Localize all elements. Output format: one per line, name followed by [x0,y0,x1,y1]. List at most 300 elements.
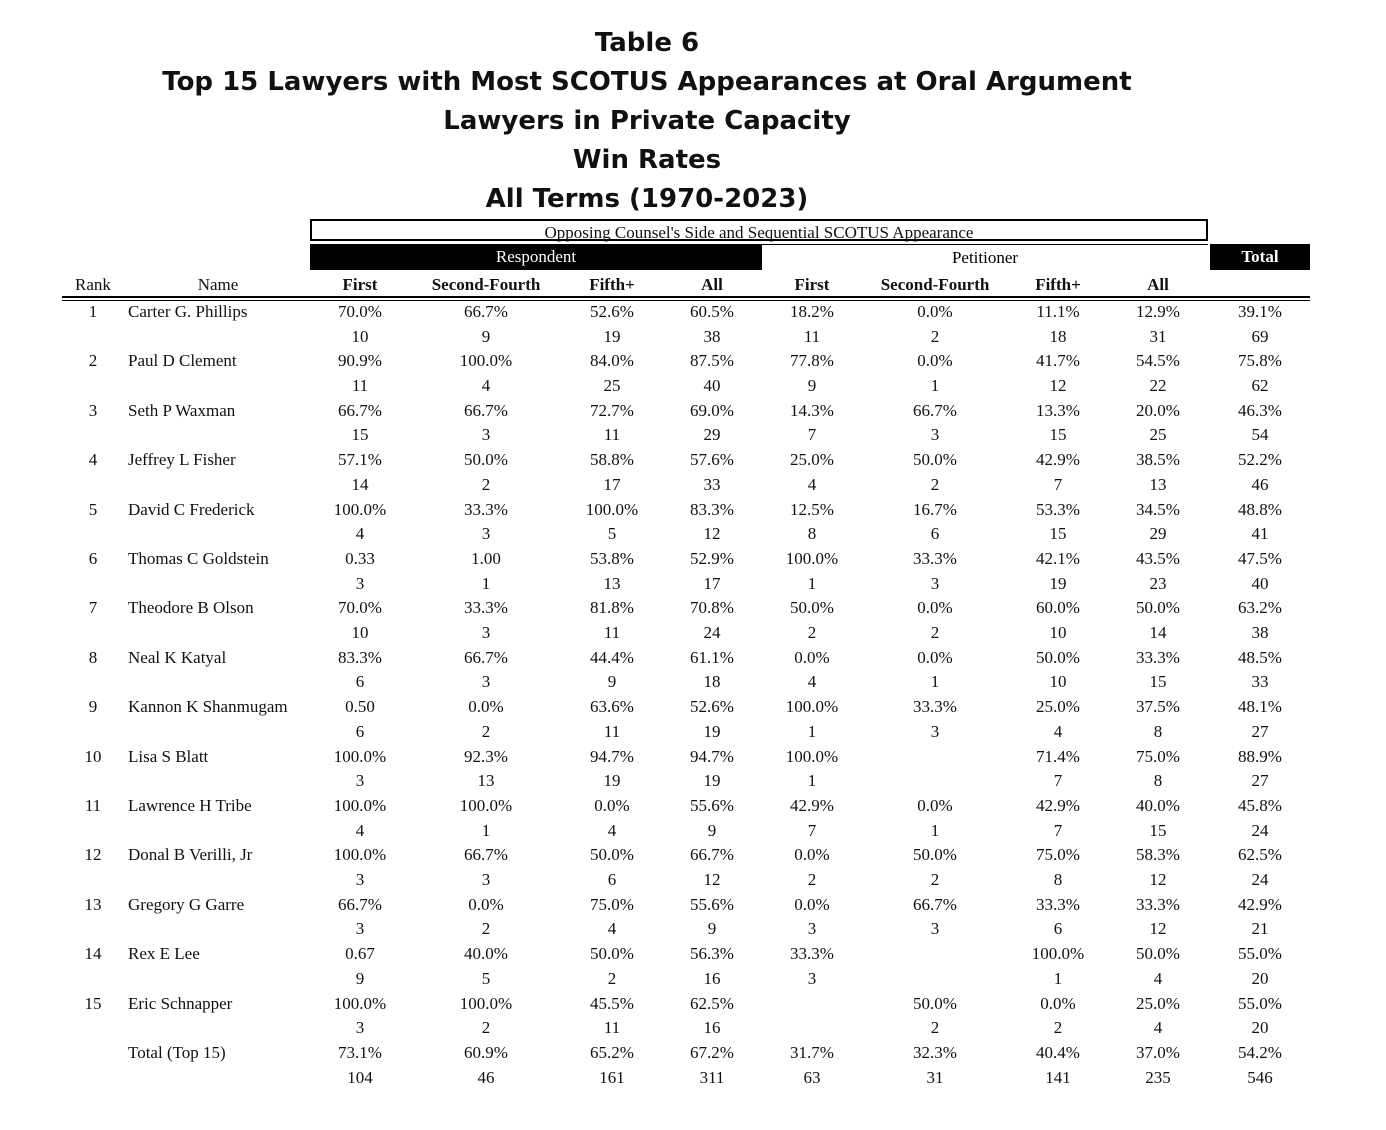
appearance-count-cell: 7 [1053,820,1063,840]
appearance-count-cell: 4 [1153,968,1163,988]
appearance-count-cell: 8 [807,524,817,544]
rank-column-header: Rank [75,275,111,294]
win-rate-cell: 72.7% [590,400,634,420]
column-header-pet-fifth: Fifth+ [1035,275,1081,294]
win-rate-cell: 62.5% [690,993,734,1013]
win-rate-cell: 66.7% [464,845,508,865]
win-rate-cell: 52.6% [690,697,734,717]
title-line-1: Table 6 [594,28,700,58]
appearance-count-cell: 11 [603,1018,621,1038]
appearance-count-cell: 12 [703,870,721,889]
lawyer-name-cell: Rex E Lee [128,944,200,964]
rank-cell: 14 [84,944,102,964]
win-rate-cell: 0.0% [794,894,830,914]
appearance-count-cell: 17 [703,573,721,593]
win-rate-cell: 45.8% [1238,796,1282,815]
win-rate-cell: 61.1% [690,647,734,667]
appearance-count-cell: 15 [1149,820,1167,840]
appearance-count-cell: 9 [707,919,717,939]
title-line-4: Win Rates [572,145,722,175]
appearance-count-cell: 63 [803,1067,821,1087]
table-title-block [0,24,1294,219]
win-rate-cell: 33.3% [913,697,957,717]
appearance-count-cell: 12 [1149,919,1167,939]
win-rate-cell: 0.0% [794,647,830,667]
opposing-counsel-header: Opposing Counsel's Side and Sequential SCOTUS Appearance [310,219,1208,241]
appearance-count-cell: 8 [1153,771,1163,791]
appearance-count-cell: 4 [807,474,817,494]
appearance-count-cell: 23 [1149,573,1167,593]
win-rate-cell: 33.3% [1136,894,1180,914]
win-rate-cell: 48.5% [1238,647,1282,667]
rank-cell: 9 [88,697,98,717]
win-rate-cell: 75.8% [1238,351,1282,371]
win-rate-cell: 13.3% [1036,400,1080,420]
win-rate-cell: 25.0% [790,450,834,470]
appearance-count-cell: 2 [930,474,940,494]
rank-cell [62,1041,124,1065]
appearance-count-cell: 6 [1053,919,1063,939]
appearance-count-cell: 19 [603,326,621,346]
appearance-count-cell: 1 [1053,968,1063,988]
appearance-count-cell: 3 [930,721,940,741]
appearance-count-cell: 15 [1149,672,1167,692]
win-rate-cell: 55.0% [1238,944,1282,964]
column-header-pet-first: First [794,275,830,294]
win-rate-cell: 14.3% [790,400,834,420]
win-rate-cell: 0.0% [917,351,953,371]
win-rate-cell: 50.0% [790,598,834,618]
appearance-count-cell: 12 [1049,376,1067,395]
win-rate-cell: 77.8% [790,351,834,371]
win-rate-cell: 100.0% [333,746,387,766]
appearance-count-cell: 24 [1251,820,1269,840]
appearance-count-cell: 2 [930,326,940,346]
appearance-count-cell: 27 [1251,771,1269,791]
win-rate-cell: 70.8% [690,598,734,618]
win-rate-cell: 54.5% [1136,351,1180,371]
appearance-count-cell: 3 [930,573,940,593]
win-rate-cell: 70.0% [338,598,382,618]
appearance-count-cell: 3 [930,425,940,445]
rank-cell: 3 [88,400,98,420]
appearance-count-cell: 11 [803,326,821,346]
win-rate-cell: 73.1% [338,1043,382,1062]
appearance-count-cell: 14 [1149,623,1167,642]
appearance-count-cell: 7 [1053,474,1063,494]
rank-cell: 2 [88,351,98,371]
appearance-count-cell: 6 [355,721,365,741]
win-rate-cell: 100.0% [333,796,387,815]
win-rate-cell: 66.7% [338,400,382,420]
appearance-count-cell: 25 [603,376,621,395]
win-rate-cell: 48.8% [1238,499,1282,519]
win-rate-cell: 45.5% [590,993,634,1013]
win-rate-cell: 88.9% [1238,746,1282,766]
win-rate-cell: 55.0% [1238,993,1282,1013]
lawyer-name-cell: Total (Top 15) [128,1043,226,1062]
win-rate-cell: 90.9% [338,351,382,371]
appearance-count-cell: 9 [607,672,617,692]
lawyer-name-cell: David C Frederick [128,499,255,519]
win-rate-cell: 84.0% [590,351,634,371]
appearance-count-cell: 4 [355,820,365,840]
win-rate-cell: 62.5% [1238,845,1282,865]
appearance-count-cell: 20 [1251,1018,1269,1038]
win-rate-cell: 100.0% [785,697,839,717]
appearance-count-cell: 104 [347,1067,373,1087]
win-rate-cell: 66.7% [338,894,382,914]
win-rate-cell: 50.0% [590,845,634,865]
title-line-5: All Terms (1970-2023) [485,184,809,214]
win-rate-cell: 50.0% [1136,944,1180,964]
appearance-count-cell: 1 [930,672,940,692]
win-rate-cell: 31.7% [790,1043,834,1062]
appearance-count-cell: 3 [930,919,940,939]
appearance-count-cell: 11 [603,623,621,642]
appearance-count-cell: 4 [481,376,491,395]
appearance-count-cell: 235 [1145,1067,1171,1087]
win-rate-cell: 83.3% [338,647,382,667]
appearance-count-cell: 33 [703,474,721,494]
appearance-count-cell: 8 [1053,870,1063,889]
lawyer-name-cell: Thomas C Goldstein [128,549,269,568]
win-rate-cell: 67.2% [690,1043,734,1062]
appearance-count-cell: 12 [703,524,721,544]
appearance-count-cell: 19 [603,771,621,791]
win-rate-cell: 55.6% [690,796,734,815]
appearance-count-cell: 46 [477,1067,495,1087]
win-rate-cell: 47.5% [1238,549,1282,568]
column-header-resp-first: First [342,275,378,294]
win-rate-cell: 46.3% [1238,400,1282,420]
appearance-count-cell: 6 [930,524,940,544]
respondent-header: Respondent [310,244,762,270]
appearance-count-cell: 3 [481,623,491,642]
appearance-count-cell: 13 [1149,474,1167,494]
win-rate-cell: 48.1% [1238,697,1282,717]
win-rate-cell: 0.67 [345,944,375,964]
win-rate-cell: 63.6% [590,697,634,717]
appearance-count-cell: 25 [1149,425,1167,445]
lawyer-name-cell: Carter G. Phillips [128,302,248,321]
appearance-count-cell: 3 [481,524,491,544]
appearance-count-cell: 46 [1251,474,1269,494]
win-rate-cell: 44.4% [590,647,634,667]
appearance-count-cell: 1 [807,721,817,741]
win-rate-cell: 0.0% [468,894,504,914]
appearance-count-cell: 3 [355,919,365,939]
appearance-count-cell: 9 [355,968,365,988]
appearance-count-cell: 2 [807,623,817,642]
title-line-3: Lawyers in Private Capacity [443,106,851,136]
win-rate-cell: 60.9% [464,1043,508,1062]
appearance-count-cell: 3 [481,870,491,889]
appearance-count-cell: 15 [1049,425,1067,445]
appearance-count-cell: 20 [1251,968,1269,988]
win-rate-cell: 37.5% [1136,697,1180,717]
appearance-count-cell: 19 [1049,573,1067,593]
win-rate-cell: 94.7% [590,746,634,766]
appearance-count-cell: 40 [1251,573,1269,593]
win-rate-cell: 43.5% [1136,549,1180,568]
appearance-count-cell: 7 [1053,771,1063,791]
appearance-count-cell: 31 [926,1067,944,1087]
win-rate-cell: 0.50 [345,697,375,717]
column-header-pet-second-fourth: Second-Fourth [880,275,990,294]
win-rate-cell: 42.1% [1036,549,1080,568]
win-rate-cell: 100.0% [459,351,513,371]
appearance-count-cell: 2 [930,623,940,642]
lawyer-name-cell: Seth P Waxman [128,400,236,420]
win-rate-cell: 100.0% [459,796,513,815]
appearance-count-cell: 4 [1153,1018,1163,1038]
lawyer-name-cell: Theodore B Olson [128,598,254,618]
appearance-count-cell: 5 [607,524,617,544]
lawyer-name-cell: Eric Schnapper [128,993,233,1013]
appearance-count-cell: 2 [481,474,491,494]
column-header-pet-all: All [1147,275,1169,294]
win-rate-cell: 56.3% [690,944,734,964]
win-rate-cell: 100.0% [459,993,513,1013]
appearance-count-cell: 15 [351,425,369,445]
win-rate-cell: 11.1% [1036,302,1080,321]
lawyer-name-cell: Neal K Katyal [128,647,227,667]
appearance-count-cell [747,1016,877,1040]
appearance-count-cell: 38 [703,326,721,346]
appearance-count-cell: 4 [607,919,617,939]
appearance-count-cell: 40 [703,376,721,395]
appearance-count-cell: 1 [807,573,817,593]
win-rate-cell: 41.7% [1036,351,1080,371]
lawyer-name-cell: Lawrence H Tribe [128,796,252,815]
column-header-resp-all: All [701,275,723,294]
column-header-resp-second-fourth: Second-Fourth [431,275,541,294]
appearance-count-cell: 38 [1251,623,1269,642]
petitioner-header: Petitioner [762,244,1208,270]
win-rate-cell: 75.0% [1136,746,1180,766]
win-rate-cell: 60.5% [690,302,734,321]
appearance-count-cell: 7 [807,425,817,445]
win-rate-cell: 12.5% [790,499,834,519]
lawyer-name-cell: Jeffrey L Fisher [128,450,236,470]
win-rate-cell: 50.0% [913,845,957,865]
appearance-count-cell: 6 [355,672,365,692]
win-rate-cell: 65.2% [590,1043,634,1062]
win-rate-cell [870,942,1000,966]
appearance-count-cell: 2 [481,1018,491,1038]
win-rate-cell: 66.7% [690,845,734,865]
win-rate-cell: 100.0% [333,993,387,1013]
appearance-count-cell: 1 [807,771,817,791]
appearance-count-cell: 2 [930,1018,940,1038]
win-rate-cell: 75.0% [590,894,634,914]
win-rate-cell: 52.6% [590,302,634,321]
appearance-count-cell: 13 [477,771,495,791]
win-rate-cell: 18.2% [790,302,834,321]
win-rate-cell: 53.3% [1036,499,1080,519]
win-rate-cell: 71.4% [1036,746,1080,766]
win-rate-cell: 50.0% [1136,598,1180,618]
win-rate-cell: 66.7% [913,894,957,914]
win-rate-cell: 75.0% [1036,845,1080,865]
lawyer-name-cell: Gregory G Garre [128,894,245,914]
win-rate-cell: 100.0% [785,549,839,568]
appearance-count-cell: 9 [481,326,491,346]
appearance-count-cell: 2 [481,919,491,939]
appearance-count-cell: 16 [703,1018,721,1038]
column-header-resp-fifth: Fifth+ [589,275,635,294]
win-rate-cell: 52.9% [690,549,734,568]
appearance-count-cell: 18 [703,672,721,692]
rank-cell: 11 [84,796,102,815]
appearance-count-cell: 2 [481,721,491,741]
win-rate-cell: 66.7% [464,302,508,321]
appearance-count-cell: 1 [481,573,491,593]
appearance-count-cell: 17 [603,474,621,494]
win-rate-cell: 33.3% [1036,894,1080,914]
win-rate-cell: 0.0% [1040,993,1076,1013]
lawyer-name-cell: Paul D Clement [128,351,237,371]
appearance-count-cell: 62 [1251,376,1269,395]
win-rate-cell: 0.0% [468,697,504,717]
win-rate-cell: 0.0% [594,796,630,815]
rank-cell: 7 [88,598,98,618]
win-rate-cell: 42.9% [1036,450,1080,470]
win-rate-cell: 16.7% [913,499,957,519]
win-rate-cell: 0.33 [345,549,375,568]
win-rate-cell: 57.6% [690,450,734,470]
appearance-count-cell: 2 [930,870,940,889]
win-rate-cell: 58.3% [1136,845,1180,865]
appearance-count-cell: 4 [355,524,365,544]
appearance-count-cell: 19 [703,771,721,791]
rank-cell: 10 [84,746,102,766]
appearance-count-cell: 4 [607,820,617,840]
appearance-count-cell: 2 [607,968,617,988]
win-rate-cell: 40.0% [1136,796,1180,815]
appearance-count-cell: 10 [351,326,369,346]
win-rate-cell: 0.0% [794,845,830,865]
appearance-count-cell [870,769,1000,793]
win-rate-cell: 58.8% [590,450,634,470]
win-rate-cell: 33.3% [1136,647,1180,667]
win-rate-cell: 33.3% [790,944,834,964]
win-rate-cell: 50.0% [913,450,957,470]
rank-cell: 4 [88,450,98,470]
appearance-count-cell: 1 [930,376,940,395]
win-rate-cell: 42.9% [790,796,834,815]
title-line-2: Top 15 Lawyers with Most SCOTUS Appearances at Oral Argument [162,67,1132,97]
appearance-count-cell: 15 [1049,524,1067,544]
win-rate-cell: 83.3% [690,499,734,519]
appearance-count-cell: 10 [1049,672,1067,692]
appearance-count-cell: 3 [355,870,365,889]
win-rate-cell: 66.7% [913,400,957,420]
win-rate-cell: 32.3% [913,1043,957,1062]
appearance-count-cell: 9 [707,820,717,840]
win-rate-cell: 100.0% [333,499,387,519]
rank-cell: 15 [84,993,102,1013]
win-rate-cell: 34.5% [1136,499,1180,519]
appearance-count-cell: 27 [1251,721,1269,741]
appearance-count-cell: 3 [807,919,817,939]
win-rate-cell: 60.0% [1036,598,1080,618]
appearance-count-cell: 9 [807,376,817,395]
win-rate-cell: 87.5% [690,351,734,371]
win-rate-cell: 57.1% [338,450,382,470]
win-rate-cell: 100.0% [585,499,639,519]
win-rate-cell: 40.0% [464,944,508,964]
appearance-count-cell [870,967,1000,991]
lawyer-name-cell: Kannon K Shanmugam [128,697,288,717]
win-rate-cell: 37.0% [1136,1043,1180,1062]
appearance-count-cell: 10 [351,623,369,642]
win-rate-cell: 50.0% [464,450,508,470]
win-rate-cell: 94.7% [690,746,734,766]
win-rate-cell: 50.0% [1036,647,1080,667]
appearance-count-cell: 11 [603,721,621,741]
appearance-count-cell: 311 [699,1067,725,1087]
win-rate-cell: 54.2% [1238,1043,1282,1062]
win-rate-cell: 50.0% [590,944,634,964]
win-rate-cell: 25.0% [1036,697,1080,717]
appearance-count-cell: 29 [703,425,721,445]
appearance-count-cell: 29 [1149,524,1167,544]
rank-cell: 8 [88,647,98,667]
win-rate-cell: 69.0% [690,400,734,420]
win-rate-cell: 66.7% [464,400,508,420]
win-rate-cell: 0.0% [917,598,953,618]
win-rate-cell: 52.2% [1238,450,1282,470]
appearance-count-cell: 24 [703,623,721,642]
rank-cell: 1 [88,302,98,321]
win-rate-cell: 0.0% [917,302,953,321]
win-rate-cell: 70.0% [338,302,382,321]
rank-cell: 6 [88,549,98,568]
win-rate-cell: 25.0% [1136,993,1180,1013]
appearance-count-cell: 8 [1153,721,1163,741]
win-rate-cell [747,992,877,1016]
win-rate-cell: 63.2% [1238,598,1282,618]
appearance-count-cell: 31 [1149,326,1167,346]
name-column-header: Name [197,275,239,294]
appearance-count-cell: 2 [807,870,817,889]
appearance-count-cell: 5 [481,968,491,988]
appearance-count-cell: 22 [1149,376,1167,395]
win-rate-cell: 33.3% [913,549,957,568]
appearance-count-cell: 1 [930,820,940,840]
appearance-count-cell: 3 [355,573,365,593]
appearance-count-cell: 2 [1053,1018,1063,1038]
appearance-count-cell: 14 [351,474,369,494]
appearance-count-cell: 141 [1045,1067,1071,1087]
win-rate-cell: 1.00 [471,549,501,568]
appearance-count-cell: 4 [807,672,817,692]
appearance-count-cell: 24 [1251,870,1269,889]
win-rate-cell: 42.9% [1036,796,1080,815]
lawyer-name-cell: Lisa S Blatt [128,746,209,766]
win-rate-cell: 100.0% [333,845,387,865]
appearance-count-cell: 161 [599,1067,625,1087]
win-rate-cell [870,745,1000,769]
win-rate-cell: 39.1% [1238,302,1282,321]
header-double-rule-top [62,296,1310,298]
rank-cell: 12 [84,845,102,865]
win-rate-cell: 38.5% [1136,450,1180,470]
appearance-count-cell: 33 [1251,672,1269,692]
rank-cell: 5 [88,499,98,519]
